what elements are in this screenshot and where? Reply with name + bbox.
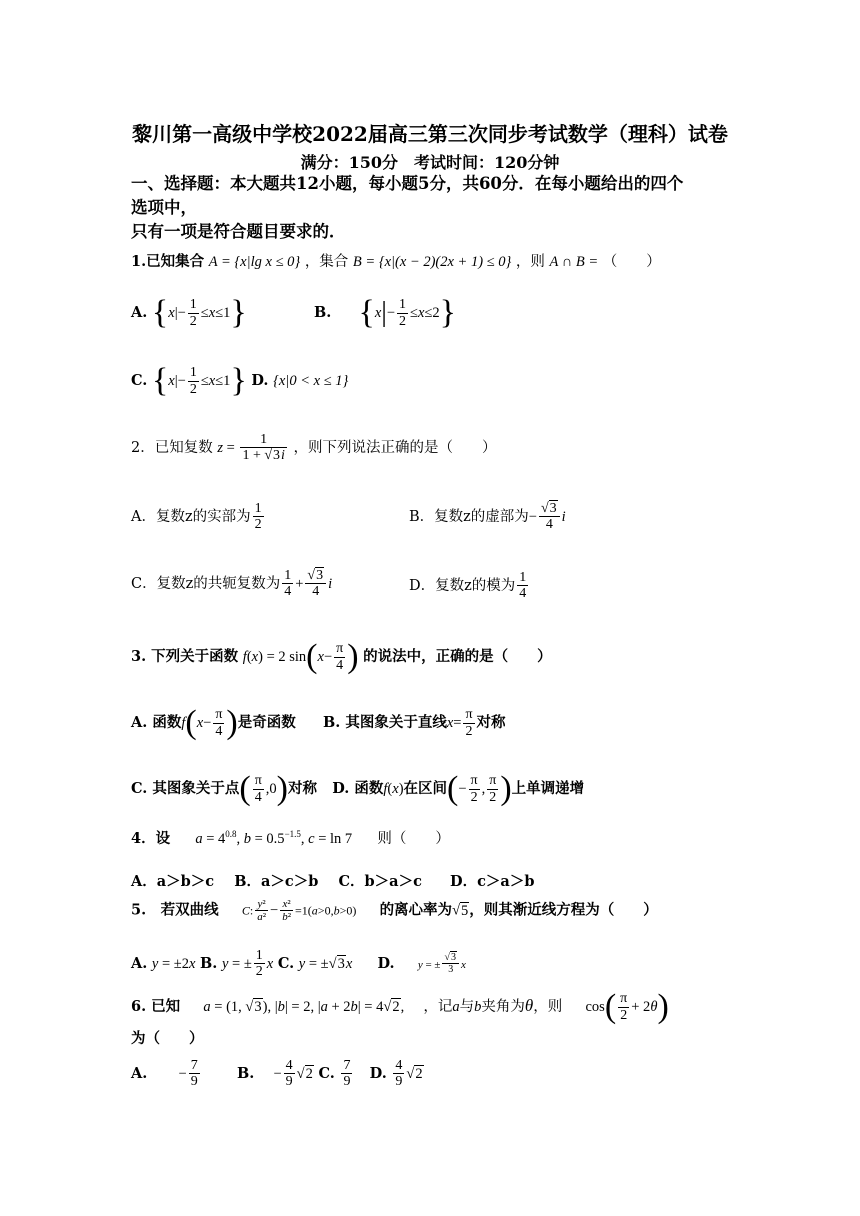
question-6-options: A. − $\frac{7}{9}$ B. − $\frac{4}{9}$ √2 C. $\frac{7}{9}$ D. $\frac{4}{9}$ √2 [131,1058,423,1090]
set-b: B = {x|(x − 2)(2x + 1) ≤ 0} [352,254,512,270]
question-4-stem: 4．设 $a = 4^{0.8}$, $b = 0.5^{-1.5}$, c = ln 7 则（ ） [131,829,450,847]
section-heading-line1: 一、选择题：本大题共12小题，每小题5分，共60分．在每小题给出的四个 [131,174,684,193]
question-1-stem: 1.已知集合 A = {x|lg x ≤ 0} ，集合 B = {x|(x − 2)(2x + 1) ≤ 0} ，则 A ∩ B = （ ） [131,253,661,270]
exam-title: 黎川第一高级中学校2022届高三第三次同步考试数学（理科）试卷 [132,122,728,146]
question-2-option-c: C．复数z的共轭复数为 $\frac{1}{4}$ + $\frac{√3}{4}$ i [131,568,333,600]
set-a: A = {x|lg x ≤ 0} [208,254,301,270]
section-heading-line3: 只有一项是符合题目要求的． [131,222,346,241]
exam-subtitle: 满分：150分 考试时间：120分钟 [300,153,560,172]
question-3-options-cd: C. 其图象关于点( $\frac{\pi}{4}$ ,0)对称 D. 函数f(x)在区间(− $\frac{\pi}{2}$ , $\frac{\pi}{2}$ )上单调递增 [131,770,585,807]
question-2-stem: 2．已知复数 z = $\frac{1}{1 + √3i}$ ，则下列说法正确的是（ ） [131,432,497,464]
question-2-option-d: D．复数z的模为 $\frac{1}{4}$ [409,570,527,602]
question-2-options-ab: A．复数z的实部为 $\frac{1}{2}$ [131,501,262,533]
question-6-continuation: 为（ ） [131,1030,204,1047]
question-5-options: A. y = ±2x B. y = ± $\frac{1}{2}$ x C. y = ±√3x D. y = ± $\frac{√3}{3}$ x [131,948,466,980]
question-3-stem: 3. 下列关于函数 f(x) = 2 sin(x− $\frac{\pi}{4}$ ) 的说法中，正确的是（ ） [131,638,552,675]
question-2-option-b: B．复数z的虚部为− $\frac{√3}{4}$ i [409,501,566,533]
question-1-options-ab: A. {x|− $\frac{1}{2}$ ≤x≤1} B. {x|− $\frac{1}{2}$ ≤x≤2} [131,294,456,331]
question-6-stem: 6. 已知 a = (1, √3), |b| = 2, |a + 2b| = 4√2, ，记a与b夹角为θ，则 cos( $\frac{\pi}{2}$ + 2θ) [131,988,669,1025]
question-5-stem: 5. 若双曲线 C: $\frac{\text{y²}}{\text{a²}}$ − $\frac{\text{x²}}{\text{b²}}$ =1(a>0,b>0) 的离心率为√5，则其渐近线方程为（ ） [131,898,658,924]
section-heading-line2: 选项中， [131,198,197,217]
question-1-options-cd: C. {x|− $\frac{1}{2}$ ≤x≤1} D. {x|0 < x ≤ 1} [131,362,349,399]
question-4-options: A．a＞b＞c B．a＞c＞b C．b＞a＞c D．c＞a＞b [131,873,535,890]
question-3-options-ab: A. 函数f(x− $\frac{\pi}{4}$ )是奇函数 B. 其图象关于直线x= $\frac{\pi}{2}$ 对称 [131,704,506,741]
